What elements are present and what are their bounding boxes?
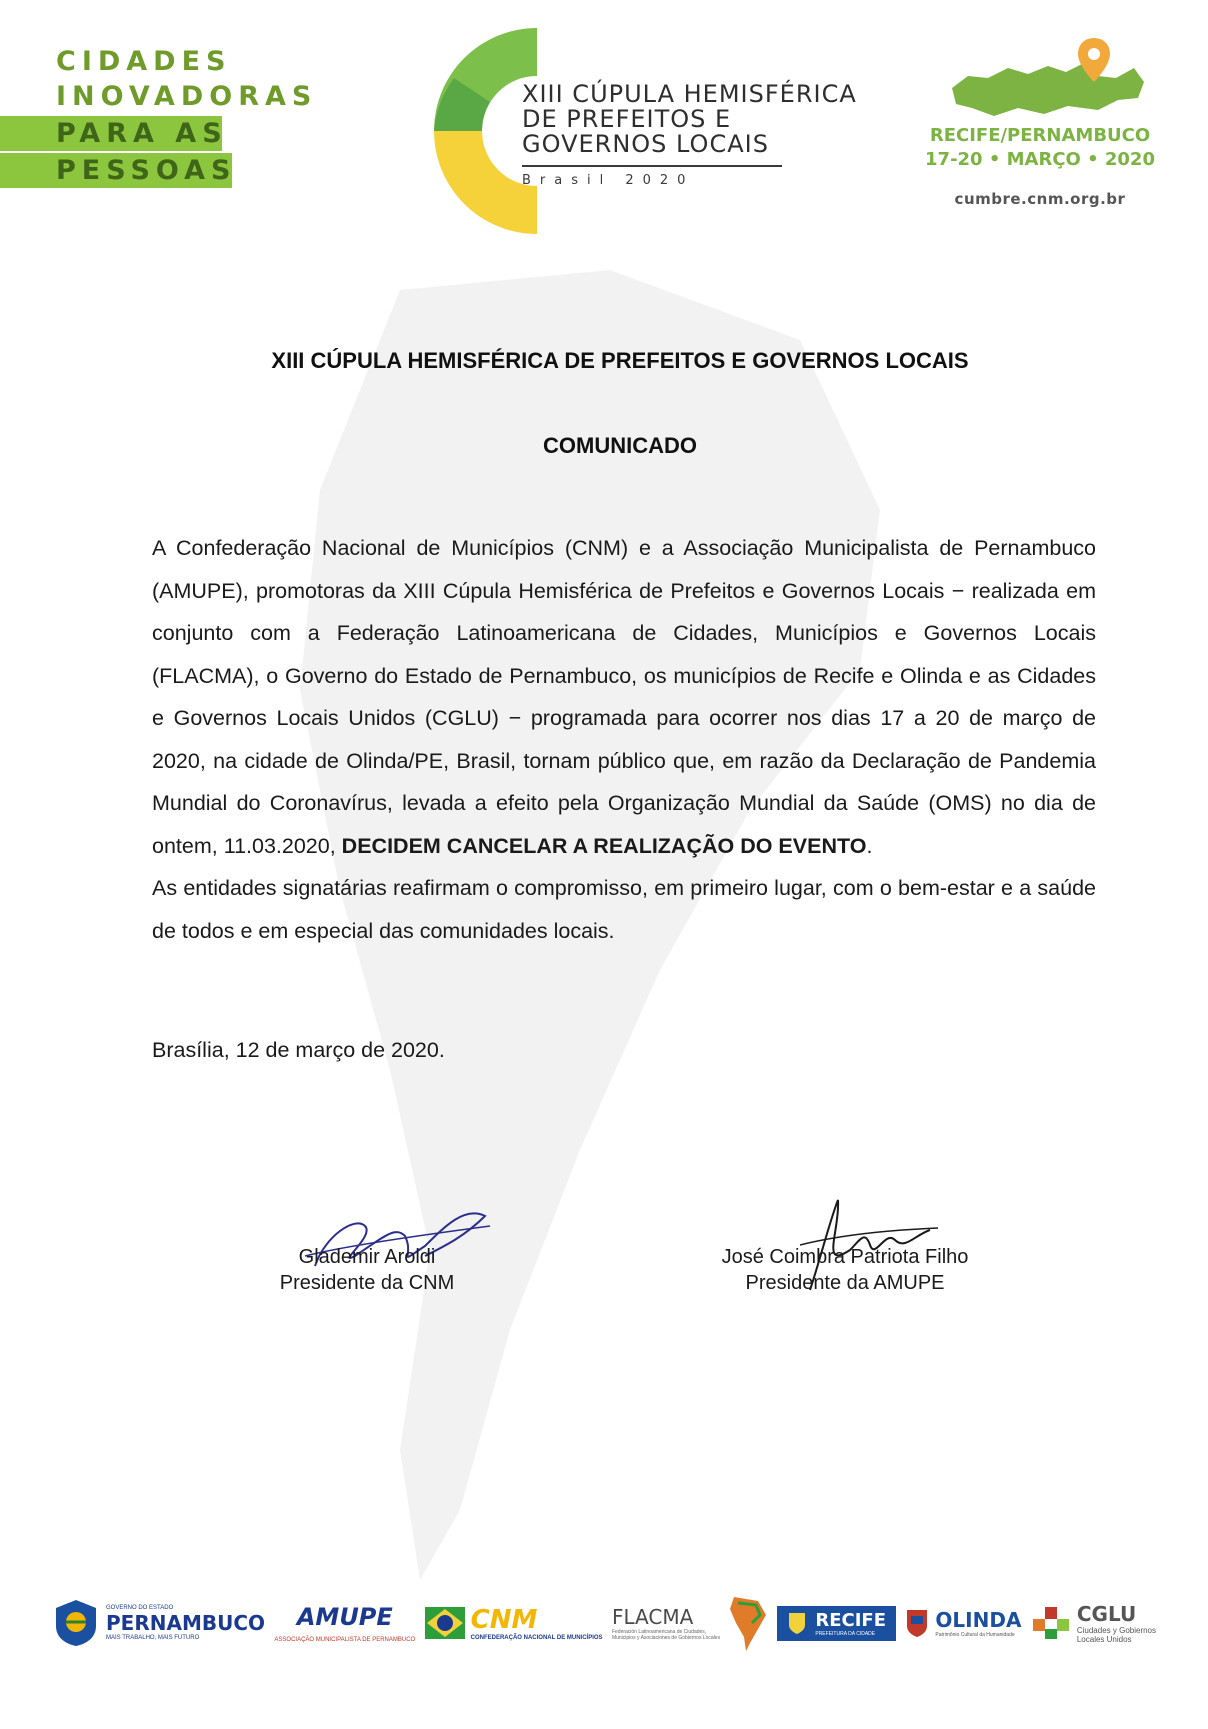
logo-recife	[777, 1606, 896, 1641]
signatory-role: Presidente da CNM	[279, 1272, 455, 1294]
signatory-name: José Coimbra Patriota Filho	[721, 1246, 969, 1268]
cglu-icon	[1031, 1605, 1071, 1641]
paragraph-main	[152, 527, 1096, 867]
recife-name: RECIFE	[815, 1609, 887, 1631]
amupe-name: AMUPE	[296, 1603, 393, 1631]
document-body	[152, 527, 1096, 952]
cnm-tagline: CONFEDERAÇÃO NACIONAL DE MUNICÍPIOS	[470, 1635, 603, 1641]
summit-divider	[522, 165, 782, 167]
document-subtitle: COMUNICADO	[543, 433, 697, 458]
summit-line: DE PREFEITOS E	[522, 105, 732, 133]
amupe-tagline: ASSOCIAÇÃO MUNICIPALISTA DE PERNAMBUCO	[274, 1637, 416, 1643]
olinda-name: OLINDA	[935, 1608, 1022, 1632]
paragraph-emphasis: DECIDEM CANCELAR A REALIZAÇÃO DO EVENTO	[341, 833, 867, 858]
recife-tagline: PREFEITURA DA CIDADE	[815, 1630, 876, 1637]
logo-cnm	[425, 1603, 603, 1643]
cnm-name: CNM	[470, 1605, 538, 1635]
partner-logos	[52, 1588, 1156, 1658]
summit-subtitle: Brasil 2020	[522, 173, 695, 188]
paragraph-main-text: A Confederação Nacional de Municípios (CNM) e a Associação Municipalista de Pernambuco (AMUPE), promotoras da XIII Cúpula Hemisférica de Prefeitos e Governos Locais − realizada em conjunto com a Federação Latinoamericana de Cidades, Municípios e Governos Locais (FLACMA), o Governo do Estado de Pernambuco, os municípios de Recife e Olinda e as Cidades e Governos Locais Unidos (CGLU) − programada para ocorrer nos dias 17 a 20 de março de 2020, na cidade de Olinda/PE, Brasil, tornam público que, em razão da Declaração de Pandemia Mundial do Coronavírus, levada a efeito pela Organização Mundial da Saúde (OMS) no dia de ontem, 11.03.2020,	[152, 536, 1096, 858]
slogan-line: PESSOAS	[0, 153, 232, 188]
paragraph-closing: As entidades signatárias reafirmam o compromisso, em primeiro lugar, com o bem-estar e a saúde de todos e em especial das comunidades locais.	[152, 876, 1096, 943]
event-location: RECIFE/PERNAMBUCO	[929, 125, 1151, 146]
olinda-tagline: Patrimônio Cultural da Humanidade	[935, 1632, 1015, 1638]
brazil-flag-icon	[425, 1603, 465, 1643]
cglu-tagline-2: Locales Unidos	[1076, 1635, 1132, 1644]
pernambuco-top: GOVERNO DO ESTADO	[106, 1605, 174, 1611]
signatory-role: Presidente da AMUPE	[745, 1272, 945, 1294]
pernambuco-name: PERNAMBUCO	[106, 1611, 266, 1635]
olinda-crest-icon	[905, 1608, 929, 1638]
summit-wordmark	[522, 82, 857, 188]
signatory-name: Glademir Aroldi	[298, 1246, 436, 1268]
slogan-line: PARA AS	[0, 116, 222, 151]
summit-line: XIII CÚPULA HEMISFÉRICA	[522, 80, 857, 108]
logo-pernambuco	[52, 1598, 265, 1648]
pernambuco-tagline: MAIS TRABALHO, MAIS FUTURO	[106, 1635, 200, 1641]
cglu-name: CGLU	[1076, 1602, 1137, 1626]
logo-amupe	[274, 1603, 415, 1643]
pernambuco-map-icon	[948, 38, 1148, 124]
slogan-block	[0, 44, 317, 188]
event-website-link[interactable]: cumbre.cnm.org.br	[954, 190, 1126, 208]
flacma-name: FLACMA	[611, 1605, 694, 1629]
document-title: XIII CÚPULA HEMISFÉRICA DE PREFEITOS E GOVERNOS LOCAIS	[271, 348, 969, 373]
latin-america-map-icon	[728, 1593, 768, 1653]
recife-crest-icon	[787, 1611, 807, 1635]
signature-block-amupe	[690, 1244, 1000, 1296]
logo-flacma	[612, 1593, 768, 1653]
event-date: 17-20 • MARÇO • 2020	[925, 149, 1155, 170]
document-date: Brasília, 12 de março de 2020.	[152, 1038, 445, 1062]
cglu-tagline-1: Ciudades y Gobiernos	[1076, 1626, 1156, 1635]
summit-line: GOVERNOS LOCAIS	[522, 130, 769, 158]
logo-olinda	[905, 1608, 1021, 1638]
signature-block-cnm	[247, 1244, 487, 1296]
slogan-line: CIDADES	[56, 46, 232, 77]
logo-cglu	[1031, 1602, 1156, 1644]
paragraph-end: .	[866, 833, 873, 858]
slogan-line: INOVADORAS	[56, 81, 318, 112]
pernambuco-crest-icon	[52, 1598, 100, 1648]
flacma-tagline: Federación Latinoamericana de Ciudades, Municipios y Asociaciones de Gobiernos Locales	[611, 1629, 721, 1641]
